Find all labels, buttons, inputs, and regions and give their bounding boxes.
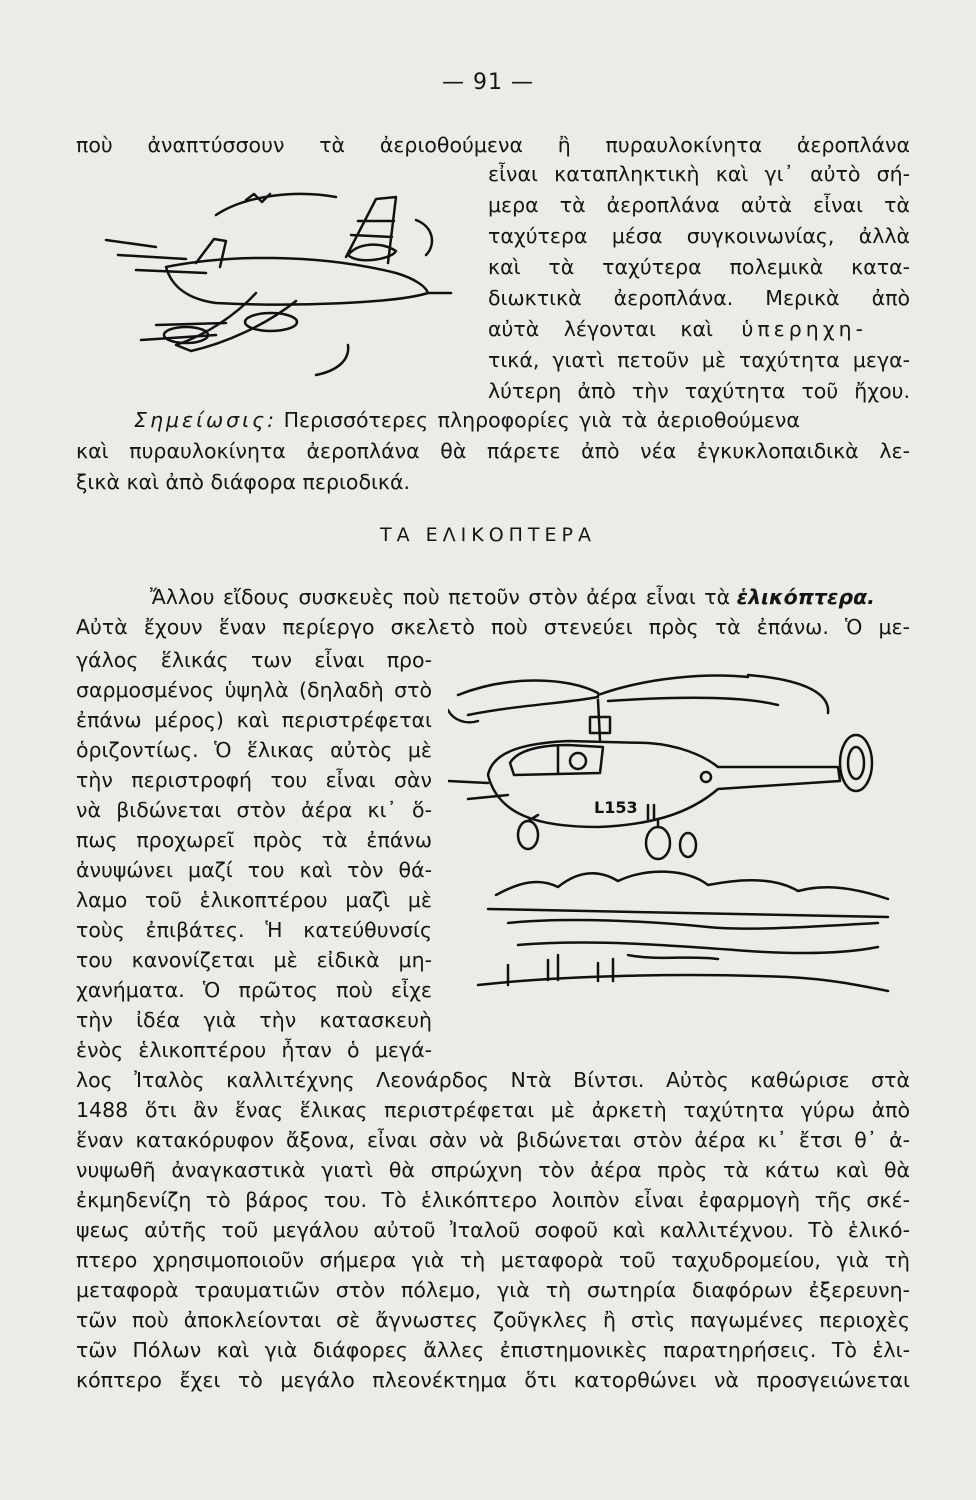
speed-line [156, 323, 226, 325]
helicopter-fuselage [488, 741, 840, 827]
motion-swoosh [416, 220, 432, 255]
section-heading: ΤΑ ΕΛΙΚΟΠΤΕΡΑ [379, 524, 597, 546]
landing-wheel [646, 827, 670, 859]
landing-wheel [680, 833, 696, 857]
cockpit-window [510, 745, 603, 775]
text-line: μερα τὰ ἀεροπλάνα αὐτὰ εἶναι τὰ [488, 193, 910, 217]
tail-rotor-inner [848, 747, 864, 779]
speed-line [106, 240, 156, 247]
text-line: ἑνὸς ἑλικοπτέρου ἦταν ὁ μεγά- [76, 1038, 432, 1062]
text-line: καὶ πυραυλοκίνητα ἀεροπλάνα θὰ πάρετε ἀπὸ νέα ἐγκυκλοπαιδικὰ λε- [76, 439, 910, 463]
ground-line [478, 975, 888, 991]
text-line: ὁριζοντίως. Ὁ ἕλικας αὐτὸς μὲ [76, 738, 432, 762]
text-line: ἕναν κατακόρυφον ἄξονα, εἶναι σὰν νὰ βιδώνεται στὸν ἀέρα κι᾽ ἔτσι θ᾽ ἀ- [76, 1128, 910, 1152]
text-line: κόπτερο ἔχει τὸ μεγάλο πλεονέκτημα ὅτι κατορθώνει νὰ προσγειώνεται [76, 1368, 910, 1392]
text-line: καὶ τὰ ταχύτερα πολεμικὰ κατα- [488, 255, 910, 279]
text-line: 1488 ὅτι ἂν ἕνας ἕλικας περιστρέφεται μὲ ἀρκετὴ ταχύτητα γύρω ἀπὸ [76, 1098, 910, 1122]
text-line: τὴν ἰδέα γιὰ τὴν κατασκευὴ [76, 1008, 432, 1032]
speed-line [216, 194, 336, 215]
text-line: λαμο τοῦ ἑλικοπτέρου μαζὶ μὲ [76, 888, 432, 912]
rotor-blade [608, 698, 778, 705]
emphasized-term: ἑλικόπτερα. [736, 585, 875, 609]
text-line: σαρμοσμένος ὑψηλὰ (δηλαδὴ στὸ [76, 678, 432, 702]
fuselage [166, 258, 428, 305]
text-line: μεταφορὰ τραυματιῶν στὸν πόλεμο, γιὰ τὴ σωτηρία διαφόρων ἐξερευνη- [76, 1278, 910, 1302]
text-line: ψεως αὐτῆς τοῦ μεγάλου αὐτοῦ Ἰταλοῦ σοφοῦ καὶ καλλιτέχνου. Τὸ ἑλικό- [76, 1218, 910, 1242]
note-label: Σημείωσις: [134, 408, 278, 432]
text-line: γάλος ἕλικάς των εἶναι προ- [76, 648, 432, 672]
speed-line [136, 270, 206, 273]
text-line: ταχύτερα μέσα συγκοινωνίας, ἀλλὰ [488, 224, 910, 248]
text-line [488, 314, 910, 344]
text-line: λύτερη ἀπὸ τὴν ταχύτητα τοῦ ἤχου. [488, 379, 910, 403]
text-line: τὴν περιστροφή του εἶναι σὰν [76, 768, 432, 792]
mountain-ridge [496, 872, 888, 899]
rotor-blade [468, 697, 598, 715]
text-line: τῶν Πόλων καὶ γιὰ διάφορες ἄλλες ἐπιστημονικὲς παρατηρήσεις. Τὸ ἑλι- [76, 1338, 910, 1362]
horizon-line [488, 909, 888, 917]
rotor-blade [748, 675, 828, 713]
land-line [518, 943, 878, 954]
helicopter-marking: L153 [594, 798, 638, 817]
motion-swoosh [316, 345, 348, 375]
text-line [150, 582, 910, 612]
note-text: Περισσότερες πληροφορίες γιὰ τὰ ἀεριοθούμενα [283, 408, 800, 432]
text-span: Ἄλλου εἴδους συσκευὲς ποὺ πετοῦν στὸν ἀέρα εἶναι τὰ [150, 585, 731, 609]
text-line: πτερο χρησιμοποιοῦν σήμερα γιὰ τὴ μεταφορὰ τοῦ ταχυδρομείου, γιὰ τὴ [76, 1248, 910, 1272]
text-line: Αὐτὰ ἔχουν ἕναν περίεργο σκελετὸ ποὺ στενεύει πρὸς τὰ ἐπάνω. Ὁ με- [76, 615, 910, 639]
page-number: — 91 — [442, 70, 534, 95]
text-line: λος Ἰταλὸς καλλιτέχνης Λεονάρδος Ντὰ Βίντσι. Αὐτὸς καθώρισε στὰ [76, 1068, 910, 1092]
text-line: ποὺ ἀναπτύσσουν τὰ ἀεριοθούμενα ἢ πυραυλοκίνητα ἀεροπλάνα [76, 133, 910, 157]
text-line: του κανονίζεται μὲ εἰδικὰ μη- [76, 948, 432, 972]
text-line: ἀνυψώνει μαζί του καὶ τὸν θά- [76, 858, 432, 882]
note-line [134, 405, 910, 435]
river-line [628, 955, 718, 959]
motion-line [448, 781, 488, 783]
text-line: ἐκμηδενίζη τὸ βάρος του. Τὸ ἑλικόπτερο λοιπὸν εἶναι ἐφαρμογὴ τῆς σκέ- [76, 1188, 910, 1212]
rotor-blade [598, 676, 748, 695]
speed-line [118, 255, 186, 259]
text-line: διωκτικὰ ἀεροπλάνα. Μερικὰ ἀπὸ [488, 286, 910, 310]
roundel-emblem [701, 772, 711, 782]
text-line: πως προχωρεῖ πρὸς τὰ ἐπάνω [76, 828, 432, 852]
text-line: νυψωθῆ ἀναγκαστικὰ γιατὶ θὰ σπρώχνη τὸν ἀέρα πρὸς τὰ κάτω καὶ θὰ [76, 1158, 910, 1182]
rotor-blade [458, 681, 598, 696]
text-span: αὐτὰ λέγονται καὶ [488, 317, 713, 341]
spaced-word: ὑπερηχη- [741, 317, 867, 341]
text-line: νὰ βιδώνεται στὸν ἀέρα κι᾽ ὅ- [76, 798, 432, 822]
text-line: ἐπάνω μέρος) καὶ περιστρέφεται [76, 708, 432, 732]
tail-rotor [840, 735, 872, 791]
helicopter-illustration [448, 655, 894, 1015]
text-line: τοὺς ἐπιβάτες. Ἡ κατεύθυνσίς [76, 918, 432, 942]
text-line: τῶν ποὺ ἀποκλείονται σὲ ἄγνωστες ζοῦγκλες ἢ στὶς παγωμένες περιοχὲς [76, 1308, 910, 1332]
text-line: χανήματα. Ὁ πρῶτος ποὺ εἶχε [76, 978, 432, 1002]
text-line: ξικὰ καὶ ἀπὸ διάφορα περιοδικά. [76, 470, 411, 494]
text-line: τικά, γιατὶ πετοῦν μὲ ταχύτητα μεγα- [488, 348, 910, 372]
text-line: εἶναι καταπληκτικὴ καὶ γι᾽ αὐτὸ σή- [488, 162, 910, 186]
tail-fin [346, 197, 396, 263]
engine-pod [245, 313, 297, 331]
motion-line [468, 795, 508, 799]
land-line [508, 920, 878, 929]
landing-wheel [518, 821, 538, 849]
jet-airplane-illustration [96, 175, 466, 390]
rotor-swirl [448, 710, 478, 722]
pilot-head [570, 753, 586, 769]
